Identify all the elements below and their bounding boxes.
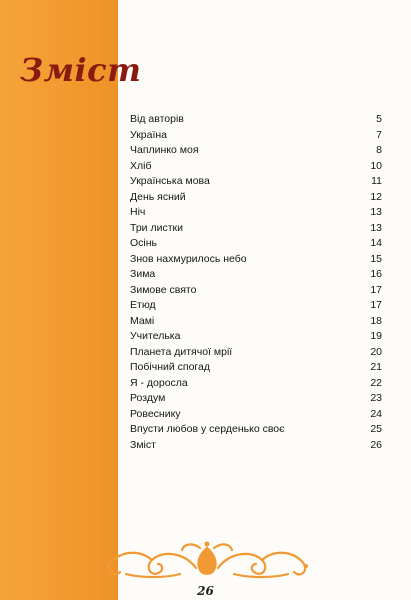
toc-entry-page: 23: [370, 392, 382, 404]
toc-entry: [130, 221, 382, 237]
toc-entry-title: Зміст: [130, 438, 156, 451]
toc-entry-title: День ясний: [130, 190, 186, 203]
toc-entry-title: Роздум: [130, 392, 166, 404]
toc-entry-page: 19: [370, 330, 382, 342]
toc-entry: [130, 190, 382, 206]
toc-entry-title: Учителька: [130, 330, 181, 342]
toc-entry-title: Зима: [130, 268, 156, 280]
toc-entry-page: 11: [371, 175, 382, 187]
toc-entry-title: Побічний спогад: [130, 361, 210, 373]
toc-entry: [130, 236, 382, 252]
toc-entry-page: 18: [370, 314, 382, 327]
page-number: 26: [197, 584, 214, 598]
toc-entry: [130, 267, 382, 283]
toc-entry: [130, 298, 382, 314]
toc-entry-title: Мамі: [130, 314, 155, 327]
toc-entry-page: 22: [370, 376, 382, 389]
contents-heading: Зміст: [20, 51, 142, 89]
toc-entry-page: 15: [370, 252, 382, 265]
toc-entry-title: Зимове свято: [130, 283, 197, 296]
toc-entry-page: 24: [370, 407, 382, 420]
floral-ornament-icon: [100, 540, 315, 580]
toc-entry: [130, 376, 382, 392]
toc-entry: [130, 345, 382, 361]
toc-entry-page: 14: [370, 237, 382, 249]
toc-entry: [130, 314, 382, 330]
toc-entry: [130, 329, 382, 345]
toc-entry-page: 17: [370, 299, 382, 311]
toc-entry-page: 13: [370, 221, 382, 234]
toc-entry: [130, 360, 382, 376]
toc-entry-page: 12: [370, 190, 382, 203]
toc-entry-page: 25: [370, 423, 382, 435]
toc-entry-title: Знов нахмурилось небо: [130, 252, 247, 265]
toc-entry: [130, 283, 382, 299]
toc-entry: [130, 422, 382, 438]
toc-entry-title: Планета дитячої мрії: [130, 345, 233, 358]
toc-entry-page: 21: [370, 361, 382, 373]
toc-entry-page: 10: [370, 159, 382, 172]
toc-entry: [130, 128, 382, 144]
toc-entry-page: 26: [370, 438, 382, 451]
toc-entry-title: Осінь: [130, 237, 158, 249]
toc-entry: [130, 143, 382, 159]
toc-entry-page: 13: [370, 206, 382, 218]
toc-entry: [130, 391, 382, 407]
toc-entry: [130, 159, 382, 175]
toc-entry: [130, 438, 382, 454]
toc-entry-page: 16: [370, 268, 382, 280]
toc-entry-page: 7: [376, 128, 382, 141]
toc-entry-title: Чаплинко моя: [130, 144, 199, 156]
toc-entry-title: Ніч: [130, 206, 146, 218]
toc-entry-page: 5: [376, 113, 382, 125]
toc-entry-page: 20: [370, 345, 382, 358]
toc-entry-title: Від авторів: [130, 113, 184, 125]
toc-entry: [130, 407, 382, 423]
toc-entry-title: Хліб: [130, 159, 152, 172]
toc-entry-title: Впусти любов у серденько своє: [130, 423, 285, 435]
toc-entry: [130, 174, 382, 190]
table-of-contents: [130, 112, 382, 453]
toc-entry-title: Українська мова: [130, 175, 210, 187]
toc-entry-title: Три листки: [130, 221, 183, 234]
toc-entry: [130, 112, 382, 128]
toc-entry: [130, 252, 382, 268]
orange-sidebar: [0, 0, 118, 600]
toc-entry-title: Ровеснику: [130, 407, 181, 420]
toc-entry-title: Україна: [130, 128, 168, 141]
toc-entry-title: Я - доросла: [130, 376, 188, 389]
toc-entry-page: 17: [370, 283, 382, 296]
toc-entry-title: Етюд: [130, 299, 156, 311]
toc-entry-page: 8: [376, 144, 382, 156]
toc-entry: [130, 205, 382, 221]
